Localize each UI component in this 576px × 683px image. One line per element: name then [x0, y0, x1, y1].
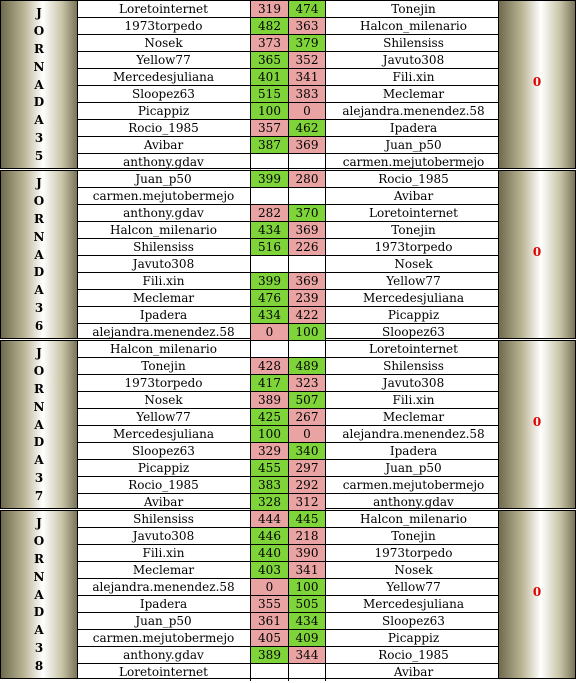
home-score: 355 — [251, 596, 289, 612]
home-score: 387 — [251, 137, 289, 153]
jornada-vertical-label — [1, 347, 77, 502]
away-score: 0 — [289, 103, 326, 119]
away-score: 267 — [289, 409, 326, 425]
home-score: 425 — [251, 409, 289, 425]
away-player: Yellow77 — [386, 580, 441, 594]
table-row — [77, 613, 501, 630]
jornada-label-letter: D — [33, 435, 45, 450]
jornada-label-panel — [1, 511, 78, 678]
jornada-label-letter: O — [33, 193, 45, 208]
away-score: 100 — [289, 579, 326, 595]
table-row — [77, 120, 501, 137]
jornada-label-letter: 5 — [34, 149, 44, 163]
table-row — [77, 511, 501, 528]
table-row — [77, 290, 501, 307]
home-score: 357 — [251, 120, 289, 136]
home-score: 100 — [251, 103, 289, 119]
away-player: Halcon_milenario — [360, 19, 467, 33]
match-grid — [77, 511, 501, 681]
away-score: 340 — [289, 443, 326, 459]
jornada-label-letter: A — [34, 587, 44, 602]
away-score: 409 — [289, 630, 326, 646]
jornada-label-letter: R — [34, 211, 44, 226]
away-player: alejandra.menendez.58 — [342, 104, 485, 118]
away-player: Avibar — [393, 189, 434, 203]
jornada-label-letter: J — [36, 6, 42, 20]
home-player: alejandra.menendez.58 — [77, 579, 251, 595]
away-player: Sloopez63 — [382, 614, 445, 628]
home-player: anthony.gdav — [77, 154, 251, 171]
home-score: 516 — [251, 239, 289, 255]
table-row — [77, 188, 501, 205]
result-panel — [498, 511, 575, 678]
jornada-label-letter: N — [33, 569, 45, 584]
jornada-result: 0 — [532, 75, 542, 89]
table-row — [77, 1, 501, 18]
table-row — [77, 545, 501, 562]
home-score: 476 — [251, 290, 289, 306]
table-row — [77, 103, 501, 120]
jornada-label-letter: A — [34, 417, 44, 432]
home-score: 401 — [251, 69, 289, 85]
away-player: Halcon_milenario — [360, 512, 467, 526]
jornada-label-panel — [1, 341, 78, 508]
home-score: 361 — [251, 613, 289, 629]
home-score — [251, 188, 289, 204]
table-row — [77, 579, 501, 596]
home-player: Loretointernet — [77, 1, 251, 17]
jornada-label-letter: 3 — [34, 301, 44, 316]
jornada-label-letter: J — [36, 516, 42, 530]
away-score: 341 — [289, 562, 326, 578]
jornada-label-letter: R — [34, 551, 44, 566]
home-score: 329 — [251, 443, 289, 459]
jornada-label-letter: D — [33, 605, 45, 620]
home-player: Nosek — [77, 392, 251, 408]
away-player: Fili.xin — [392, 70, 435, 84]
home-score: 455 — [251, 460, 289, 476]
table-row — [77, 307, 501, 324]
away-score: 507 — [289, 392, 326, 408]
away-player: Mercedesjuliana — [362, 597, 465, 611]
away-score: 312 — [289, 494, 326, 511]
away-score: 369 — [289, 137, 326, 153]
jornada-block — [0, 510, 576, 679]
table-row — [77, 562, 501, 579]
jornada-label-letter: N — [33, 399, 45, 414]
table-row — [77, 596, 501, 613]
table-row — [77, 18, 501, 35]
home-player: Ipadera — [77, 596, 251, 612]
home-score: 365 — [251, 52, 289, 68]
jornada-label-letter: 7 — [34, 489, 44, 503]
table-row — [77, 154, 501, 171]
jornada-label-letter: J — [36, 346, 42, 360]
table-row — [77, 239, 501, 256]
home-score — [251, 154, 289, 171]
home-player: Javuto308 — [77, 256, 251, 272]
away-player: Nosek — [394, 563, 433, 577]
away-player: Loretointernet — [369, 342, 458, 356]
home-player: Picappiz — [77, 103, 251, 119]
away-player: Avibar — [393, 665, 434, 679]
away-score: 369 — [289, 222, 326, 238]
away-score: 292 — [289, 477, 326, 493]
result-panel — [498, 1, 575, 168]
table-row — [77, 52, 501, 69]
jornada-result: 0 — [532, 245, 542, 259]
table-row — [77, 273, 501, 290]
table-row — [77, 409, 501, 426]
away-player: Tonejin — [391, 529, 436, 543]
away-player: Rocio_1985 — [378, 172, 449, 186]
jornada-label-letter: A — [34, 247, 44, 262]
away-score: 505 — [289, 596, 326, 612]
away-player: carmen.mejutobermejo — [342, 155, 485, 169]
jornada-label-letter: J — [36, 176, 42, 190]
jornada-result: 0 — [532, 415, 542, 429]
away-player: Tonejin — [391, 223, 436, 237]
away-player: 1973torpedo — [374, 546, 453, 560]
home-player: Mercedesjuliana — [77, 426, 251, 442]
table-row — [77, 375, 501, 392]
away-score: 280 — [289, 171, 326, 187]
away-score: 341 — [289, 69, 326, 85]
home-player: Sloopez63 — [77, 443, 251, 459]
jornada-vertical-label — [1, 7, 77, 162]
away-player: Mercedesjuliana — [362, 291, 465, 305]
table-row — [77, 664, 501, 681]
home-score: 389 — [251, 647, 289, 663]
away-player: Yellow77 — [386, 274, 441, 288]
away-player: Picappiz — [387, 308, 440, 322]
away-player: Meclemar — [382, 410, 445, 424]
jornada-label-letter: D — [33, 265, 45, 280]
table-row — [77, 392, 501, 409]
home-player: Mercedesjuliana — [77, 69, 251, 85]
away-score: 297 — [289, 460, 326, 476]
away-score: 323 — [289, 375, 326, 391]
away-player: Rocio_1985 — [378, 648, 449, 662]
jornada-label-letter: O — [33, 533, 45, 548]
table-row — [77, 494, 501, 511]
home-player: Yellow77 — [77, 409, 251, 425]
away-player: Javuto308 — [382, 53, 445, 67]
away-player: carmen.mejutobermejo — [342, 478, 485, 492]
away-player: Meclemar — [382, 87, 445, 101]
away-score: 370 — [289, 205, 326, 221]
home-score: 399 — [251, 171, 289, 187]
home-player: carmen.mejutobermejo — [77, 630, 251, 646]
home-player: Halcon_milenario — [77, 222, 251, 238]
home-score: 434 — [251, 222, 289, 238]
home-score: 100 — [251, 426, 289, 442]
home-player: Shilensiss — [77, 511, 251, 527]
home-player: Ipadera — [77, 307, 251, 323]
away-score: 379 — [289, 35, 326, 51]
away-score: 344 — [289, 647, 326, 663]
jornada-label-letter: A — [34, 113, 44, 128]
home-score: 417 — [251, 375, 289, 391]
table-row — [77, 137, 501, 154]
home-score: 328 — [251, 494, 289, 511]
home-player: Picappiz — [77, 460, 251, 476]
away-score: 445 — [289, 511, 326, 527]
jornada-vertical-label — [1, 177, 77, 332]
home-player: Meclemar — [77, 290, 251, 306]
jornada-block — [0, 170, 576, 339]
table-row — [77, 528, 501, 545]
home-player: anthony.gdav — [77, 647, 251, 663]
home-score: 383 — [251, 477, 289, 493]
away-player: Fili.xin — [392, 393, 435, 407]
away-score — [289, 664, 326, 681]
home-score: 405 — [251, 630, 289, 646]
away-player: Javuto308 — [382, 376, 445, 390]
table-row — [77, 205, 501, 222]
jornada-label-letter: 3 — [34, 471, 44, 486]
home-score — [251, 256, 289, 272]
away-score — [289, 341, 326, 357]
away-score: 352 — [289, 52, 326, 68]
jornada-label-letter: D — [33, 95, 45, 110]
home-player: Rocio_1985 — [77, 477, 251, 493]
home-score: 399 — [251, 273, 289, 289]
home-player: Sloopez63 — [77, 86, 251, 102]
jornada-label-letter: 3 — [34, 131, 44, 146]
home-score: 403 — [251, 562, 289, 578]
home-player: Fili.xin — [77, 545, 251, 561]
home-player: carmen.mejutobermejo — [77, 188, 251, 204]
table-row — [77, 341, 501, 358]
table-row — [77, 630, 501, 647]
away-player: Juan_p50 — [385, 138, 442, 152]
jornada-label-letter: N — [33, 229, 45, 244]
away-player: Picappiz — [387, 631, 440, 645]
home-score: 373 — [251, 35, 289, 51]
away-score: 390 — [289, 545, 326, 561]
table-row — [77, 443, 501, 460]
away-score: 422 — [289, 307, 326, 323]
table-row — [77, 35, 501, 52]
match-grid — [77, 341, 501, 511]
home-player: 1973torpedo — [77, 18, 251, 34]
away-player: alejandra.menendez.58 — [342, 427, 485, 441]
jornada-label-letter: 6 — [34, 319, 44, 333]
home-player: Tonejin — [77, 358, 251, 374]
away-score: 0 — [289, 426, 326, 442]
jornada-label-panel — [1, 1, 78, 168]
away-score: 218 — [289, 528, 326, 544]
result-panel — [498, 171, 575, 338]
home-player: Yellow77 — [77, 52, 251, 68]
away-score — [289, 256, 326, 272]
jornada-block — [0, 340, 576, 509]
home-player: anthony.gdav — [77, 205, 251, 221]
home-player: 1973torpedo — [77, 375, 251, 391]
away-player: Juan_p50 — [385, 461, 442, 475]
jornada-label-letter: 3 — [34, 641, 44, 656]
home-player: Avibar — [77, 137, 251, 153]
away-score: 363 — [289, 18, 326, 34]
away-score: 474 — [289, 1, 326, 17]
match-grid — [77, 1, 501, 171]
home-player: Loretointernet — [77, 664, 251, 681]
home-player: Juan_p50 — [77, 171, 251, 187]
home-score: 0 — [251, 579, 289, 595]
jornada-label-letter: N — [33, 59, 45, 74]
home-score: 282 — [251, 205, 289, 221]
home-score: 434 — [251, 307, 289, 323]
table-row — [77, 477, 501, 494]
home-score: 0 — [251, 324, 289, 341]
home-player: Halcon_milenario — [77, 341, 251, 357]
jornada-block — [0, 0, 576, 169]
home-score: 428 — [251, 358, 289, 374]
table-row — [77, 426, 501, 443]
jornada-label-letter: R — [34, 41, 44, 56]
home-player: Javuto308 — [77, 528, 251, 544]
jornada-label-letter: A — [34, 283, 44, 298]
away-player: Shilensiss — [383, 359, 444, 373]
home-player: Meclemar — [77, 562, 251, 578]
home-score — [251, 341, 289, 357]
home-player: Juan_p50 — [77, 613, 251, 629]
jornada-label-letter: A — [34, 77, 44, 92]
table-row — [77, 460, 501, 477]
home-player: Shilensiss — [77, 239, 251, 255]
away-player: 1973torpedo — [374, 240, 453, 254]
home-score: 389 — [251, 392, 289, 408]
home-score: 482 — [251, 18, 289, 34]
jornada-label-letter: O — [33, 23, 45, 38]
home-player: Avibar — [77, 494, 251, 511]
table-row — [77, 647, 501, 664]
jornada-label-letter: A — [34, 623, 44, 638]
away-score — [289, 188, 326, 204]
jornada-label-letter: A — [34, 453, 44, 468]
away-player: Sloopez63 — [382, 325, 445, 339]
home-score: 440 — [251, 545, 289, 561]
away-score: 489 — [289, 358, 326, 374]
table-row — [77, 358, 501, 375]
home-player: Nosek — [77, 35, 251, 51]
away-player: Nosek — [394, 257, 433, 271]
away-score: 434 — [289, 613, 326, 629]
table-row — [77, 324, 501, 341]
away-score: 383 — [289, 86, 326, 102]
away-score: 100 — [289, 324, 326, 341]
home-score — [251, 664, 289, 681]
away-player: anthony.gdav — [373, 495, 454, 509]
jornada-result: 0 — [532, 585, 542, 599]
result-panel — [498, 341, 575, 508]
table-row — [77, 86, 501, 103]
jornada-label-letter: 8 — [34, 659, 44, 673]
away-score: 239 — [289, 290, 326, 306]
jornada-label-letter: O — [33, 363, 45, 378]
table-row — [77, 256, 501, 273]
home-score: 444 — [251, 511, 289, 527]
away-score: 462 — [289, 120, 326, 136]
away-player: Ipadera — [389, 444, 438, 458]
jornada-label-panel — [1, 171, 78, 338]
table-row — [77, 171, 501, 188]
away-player: Loretointernet — [369, 206, 458, 220]
away-player: Shilensiss — [383, 36, 444, 50]
away-player: Tonejin — [391, 2, 436, 16]
home-player: Rocio_1985 — [77, 120, 251, 136]
home-player: Fili.xin — [77, 273, 251, 289]
table-row — [77, 69, 501, 86]
away-score: 226 — [289, 239, 326, 255]
home-score: 515 — [251, 86, 289, 102]
away-score — [289, 154, 326, 171]
jornada-vertical-label — [1, 517, 77, 672]
away-player: Ipadera — [389, 121, 438, 135]
home-score: 319 — [251, 1, 289, 17]
match-grid — [77, 171, 501, 341]
table-row — [77, 222, 501, 239]
home-player: alejandra.menendez.58 — [77, 324, 251, 341]
away-score: 369 — [289, 273, 326, 289]
jornada-label-letter: R — [34, 381, 44, 396]
home-score: 446 — [251, 528, 289, 544]
